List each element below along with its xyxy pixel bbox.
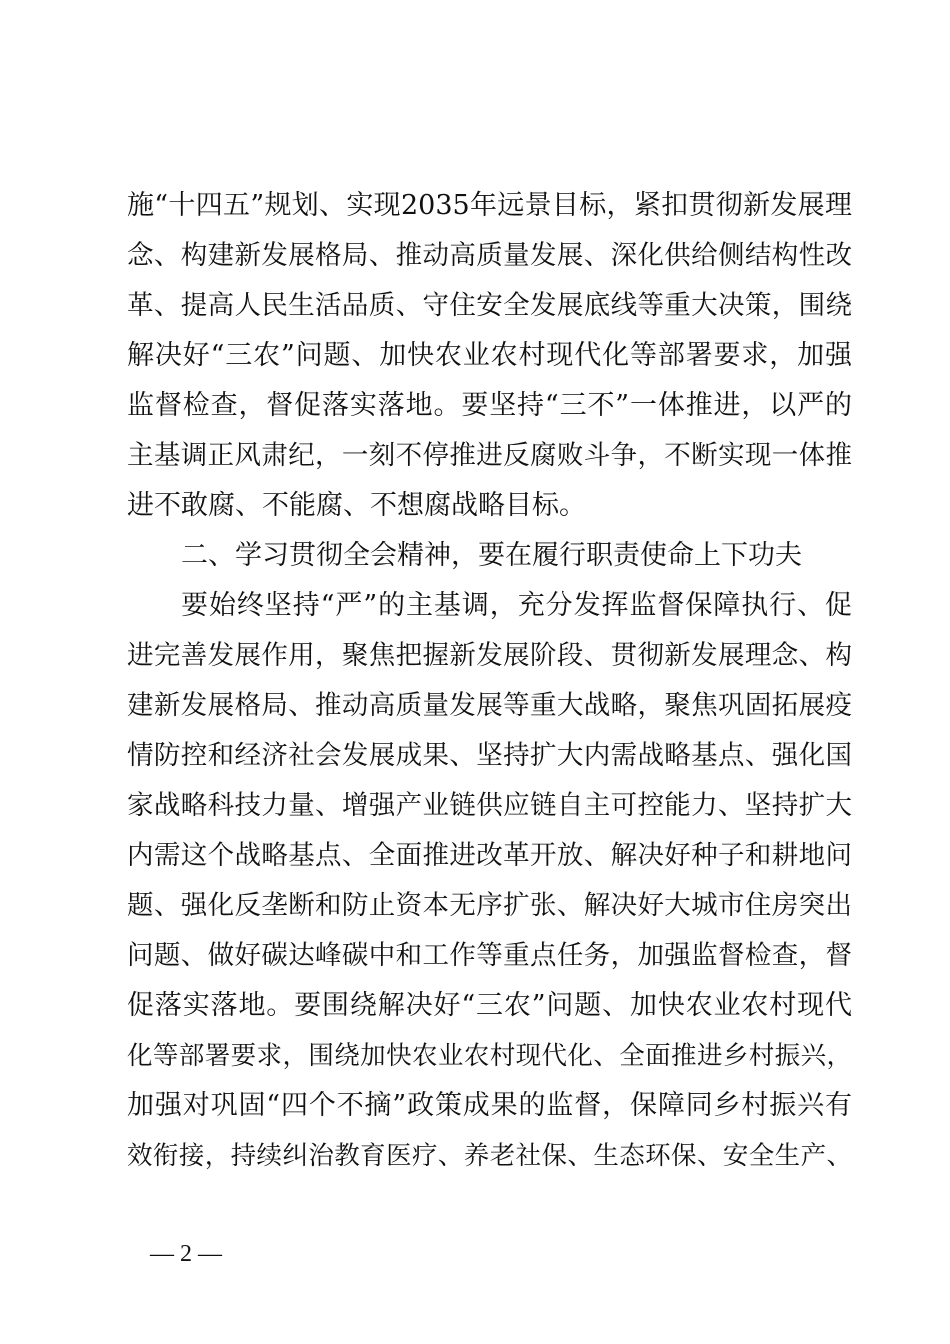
body-line: 题、强化反垄断和防止资本无序扩张、解决好大城市住房突出 [127,890,852,921]
body-line: 效衔接，持续纠治教育医疗、养老社保、生态环保、安全生产、 [127,1141,852,1171]
body-line: 情防控和经济社会发展成果、坚持扩大内需战略基点、强化国 [127,740,852,771]
body-line: 建新发展格局、推动高质量发展等重大战略，聚焦巩固拓展疫 [127,690,852,721]
body-line: 施“十四五”规划、实现2035年远景目标，紧扣贯彻新发展理 [127,190,852,221]
body-line: 进不敢腐、不能腐、不想腐战略目标。 [127,490,586,521]
page-number: — 2 — [150,1241,222,1267]
body-line: 家战略科技力量、增强产业链供应链自主可控能力、坚持扩大 [127,790,852,821]
body-line: 监督检查，督促落实落地。要坚持“三不”一体推进，以严的 [127,390,852,421]
body-line: 念、构建新发展格局、推动高质量发展、深化供给侧结构性改 [127,240,852,271]
body-line: 主基调正风肃纪，一刻不停推进反腐败斗争，不断实现一体推 [127,440,852,471]
body-line: 问题、做好碳达峰碳中和工作等重点任务，加强监督检查，督 [127,940,852,971]
body-line: 内需这个战略基点、全面推进改革开放、解决好种子和耕地问 [127,840,852,871]
body-line: 革、提高人民生活品质、守住安全发展底线等重大决策，围绕 [127,290,852,321]
body-line: 化等部署要求，围绕加快农业农村现代化、全面推进乡村振兴， [127,1041,852,1071]
section-heading: 二、学习贯彻全会精神，要在履行职责使命上下功夫 [181,540,802,571]
body-line: 促落实落地。要围绕解决好“三农”问题、加快农业农村现代 [127,990,852,1021]
body-line: 要始终坚持“严”的主基调，充分发挥监督保障执行、促 [181,590,852,621]
body-line: 进完善发展作用，聚焦把握新发展阶段、贯彻新发展理念、构 [127,640,852,671]
body-line: 加强对巩固“四个不摘”政策成果的监督，保障同乡村振兴有 [127,1090,852,1121]
body-line: 解决好“三农”问题、加快农业农村现代化等部署要求，加强 [127,340,852,371]
